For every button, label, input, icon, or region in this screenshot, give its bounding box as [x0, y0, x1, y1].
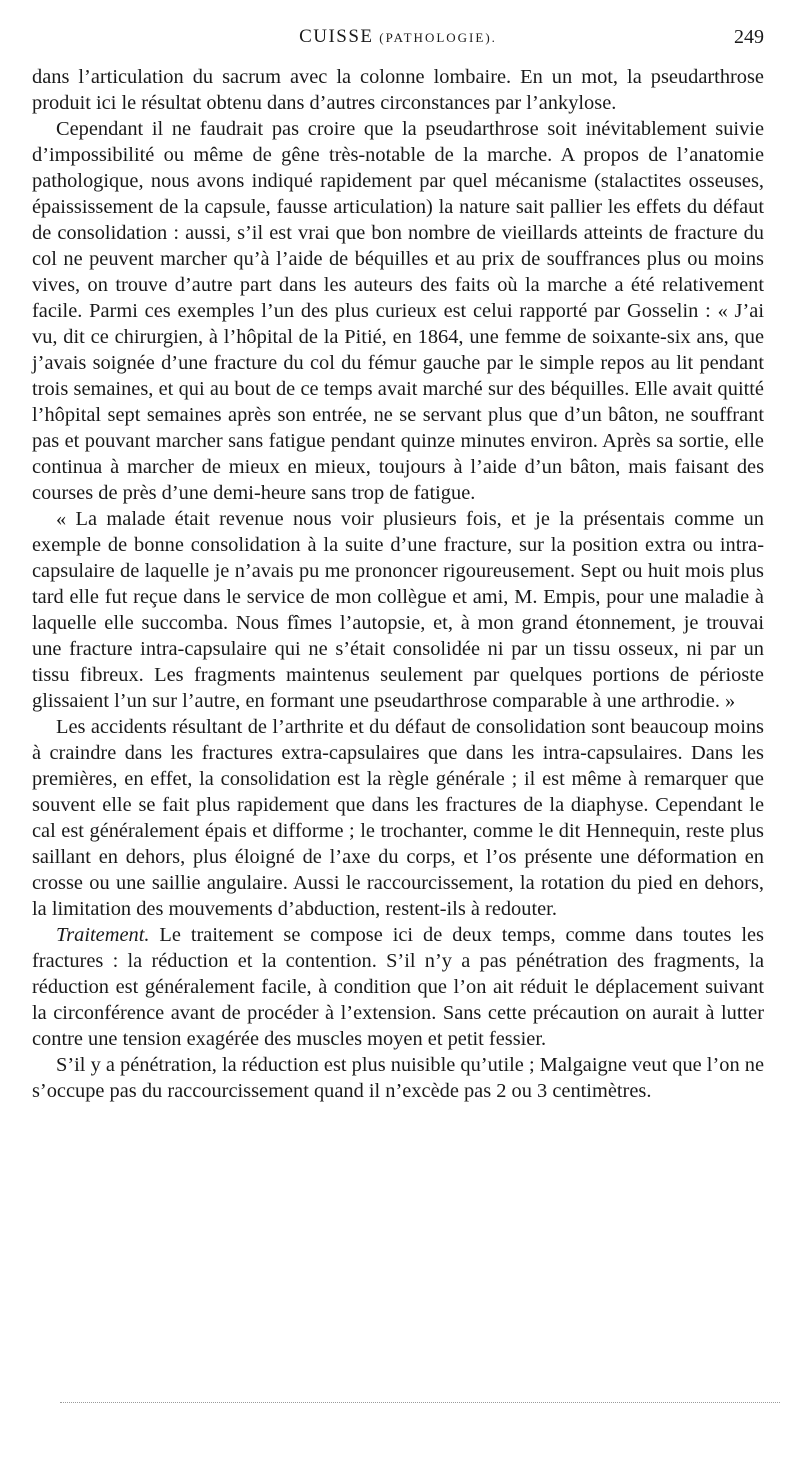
paragraph [32, 116, 764, 506]
paragraph-text: S’il y a pénétration, la réduction est plus nuisible qu’utile ; Malgaigne veut que l’on ne s’occupe pas du raccourcissement quand il n’excède pas 2 ou 3 centimètres. [32, 1054, 764, 1102]
paragraph-text: dans l’articulation du sacrum avec la colonne lombaire. En un mot, la pseudarthrose produit ici le résultat obtenu dans d’autres circonstances par l’ankylose. [32, 66, 764, 114]
running-head [32, 26, 764, 64]
running-head-title [299, 26, 497, 48]
paragraph-text: Le traitement se compose ici de deux temps, comme dans toutes les fractures : la réduction et la contention. S’il n’y a pas pénétration des fragments, la réduction est généralement facile, à condition que l’on ait réduit le déplacement suivant la circonférence avant de procéder à l’extension. Sans cette précaution on aurait à lutter contre une tension exagérée des muscles moyen et petit fessier. [32, 924, 764, 1050]
footer-dotted-rule [60, 1402, 780, 1403]
body-text [32, 64, 764, 1104]
paragraph [32, 714, 764, 922]
paragraph [32, 922, 764, 1052]
running-head-title-sub: (PATHOLOGIE). [379, 30, 497, 45]
paragraph [32, 64, 764, 116]
book-page [32, 26, 764, 1446]
paragraph-text: « La malade était revenue nous voir plusieurs fois, et je la présentais comme un exemple de bonne consolidation à la suite d’une fracture, sur la position extra ou intra-capsulaire de laquelle je n’avais pu me prononcer rigoureusement. Sept ou huit mois plus tard elle fut reçue dans le service de mon collègue et ami, M. Empis, pour une maladie à laquelle elle succomba. Nous fîmes l’autopsie, et, à mon grand étonnement, je trouvai une fracture intra-capsulaire qui ne s’était consolidée ni par un tissu osseux, ni par un tissu fibreux. Les fragments maintenus seulement par quelques portions de périoste glissaient l’un sur l’autre, en formant une pseudarthrose comparable à une arthrodie. » [32, 508, 764, 712]
paragraph [32, 506, 764, 714]
paragraph-text: Les accidents résultant de l’arthrite et du défaut de consolidation sont beaucoup moins à craindre dans les fractures extra-capsulaires que dans les intra-capsulaires. Dans les premières, en effet, la consolidation est la règle générale ; il est même à remarquer que souvent elle se fait plus rapidement que dans les fractures de la diaphyse. Cependant le cal est généralement épais et difforme ; le trochanter, comme le dit Hennequin, reste plus saillant en dehors, plus éloigné de l’axe du corps, et l’os présente une déformation en crosse ou une saillie angulaire. Aussi le raccourcissement, la rotation du pied en dehors, la limitation des mouvements d’abduction, restent-ils à redouter. [32, 716, 764, 920]
running-head-title-main: CUISSE [299, 26, 374, 47]
section-lead-heading: Traitement. [56, 924, 150, 946]
paragraph [32, 1052, 764, 1104]
page-number: 249 [734, 26, 764, 48]
paragraph-text: Cependant il ne faudrait pas croire que la pseudarthrose soit inévitablement suivie d’impossibilité ou même de gêne très-notable de la marche. A propos de l’anatomie pathologique, nous avons indiqué rapidement par quel mécanisme (stalactites osseuses, épaississement de la capsule, fausse articulation) la nature sait pallier les effets du défaut de consolidation : aussi, s’il est vrai que bon nombre de vieillards atteints de fracture du col ne peuvent marcher qu’à l’aide de béquilles et au prix de souffrances plus ou moins vives, on trouve d’autre part dans les auteurs des faits où la marche a été relativement facile. Parmi ces exemples l’un des plus curieux est celui rapporté par Gosselin : « J’ai vu, dit ce chirurgien, à l’hôpital de la Pitié, en 1864, une femme de soixante-six ans, que j’avais soignée d’une fracture du col du fémur gauche par le simple repos au lit pendant trois semaines, et qui au bout de ce temps avait marché sur des béquilles. Elle avait quitté l’hôpital sept semaines après son entrée, ne se servant plus que d’un bâton, ne souffrant pas et pouvant marcher sans fatigue pendant quinze minutes environ. Après sa sortie, elle continua à marcher de mieux en mieux, toujours à l’aide d’un bâton, mais faisant des courses de près d’une demi-heure sans trop de fatigue. [32, 118, 764, 504]
